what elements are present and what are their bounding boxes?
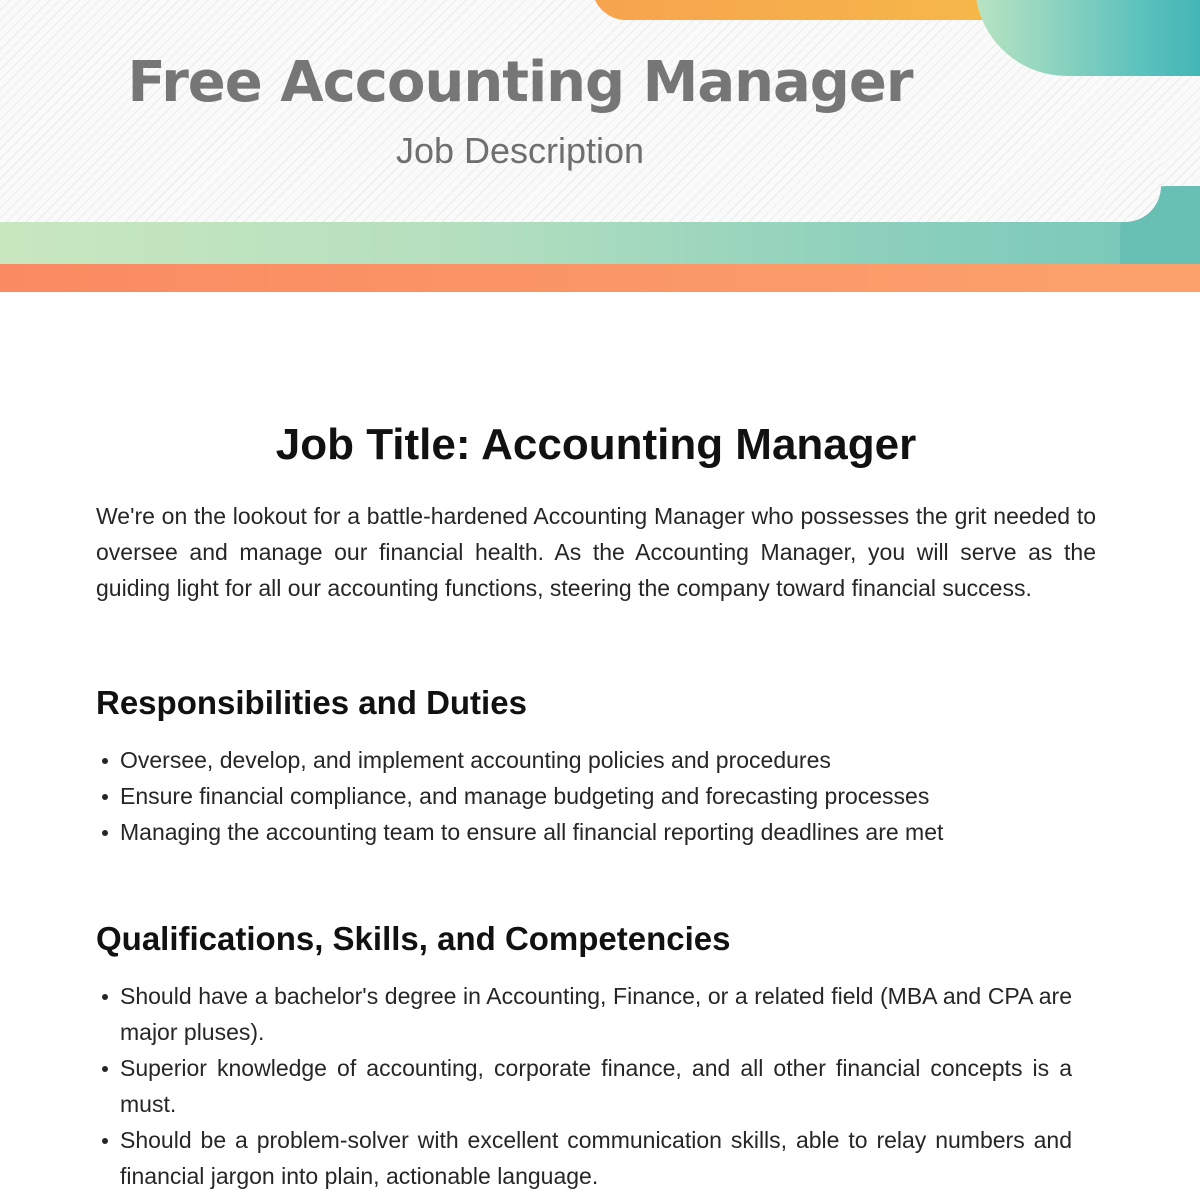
qualifications-heading: Qualifications, Skills, and Competencies (96, 920, 731, 957)
list-item-text: Oversee, develop, and implement accounting policies and procedures (120, 747, 831, 773)
job-title: Job Title: Accounting Manager (275, 420, 917, 469)
bullet-icon (102, 1066, 108, 1072)
list-item (96, 978, 1072, 1050)
list-item (96, 742, 1096, 778)
responsibilities-list (96, 742, 1096, 850)
list-item-text: Ensure financial compliance, and manage budgeting and forecasting processes (120, 783, 930, 809)
list-item-text: Should be a problem-solver with excellent communication skills, able to relay numbers and financial jargon into plain, actionable language. (120, 1127, 1072, 1189)
bullet-icon (102, 758, 108, 764)
decorative-green-band (0, 222, 1168, 264)
bullet-icon (102, 830, 108, 836)
list-item-text: Managing the accounting team to ensure all financial reporting deadlines are met (120, 819, 944, 845)
intro-paragraph: We're on the lookout for a battle-hardened Accounting Manager who possesses the grit needed to oversee and manage our financial health. As the Accounting Manager, you will serve as the guiding light for all our accounting functions, steering the company toward financial success. (96, 503, 1096, 601)
bullet-icon (102, 1138, 108, 1144)
header-subtitle: Job Description (395, 130, 645, 171)
list-item (96, 1122, 1072, 1194)
list-item (96, 814, 1096, 850)
bullet-icon (102, 794, 108, 800)
list-item-text: Superior knowledge of accounting, corporate finance, and all other financial concepts is a must. (120, 1055, 1072, 1117)
header-banner (0, 0, 1200, 292)
list-item-text: Should have a bachelor's degree in Accounting, Finance, or a related field (MBA and CPA are major pluses). (120, 983, 1072, 1045)
bullet-icon (102, 994, 108, 1000)
decorative-orange-band (0, 264, 1200, 292)
document-body (96, 412, 1096, 1194)
header-title: Free Accounting Manager (127, 50, 913, 115)
list-item (96, 778, 1096, 814)
list-item (96, 1050, 1072, 1122)
qualifications-list (96, 978, 1096, 1194)
responsibilities-heading: Responsibilities and Duties (96, 684, 527, 721)
